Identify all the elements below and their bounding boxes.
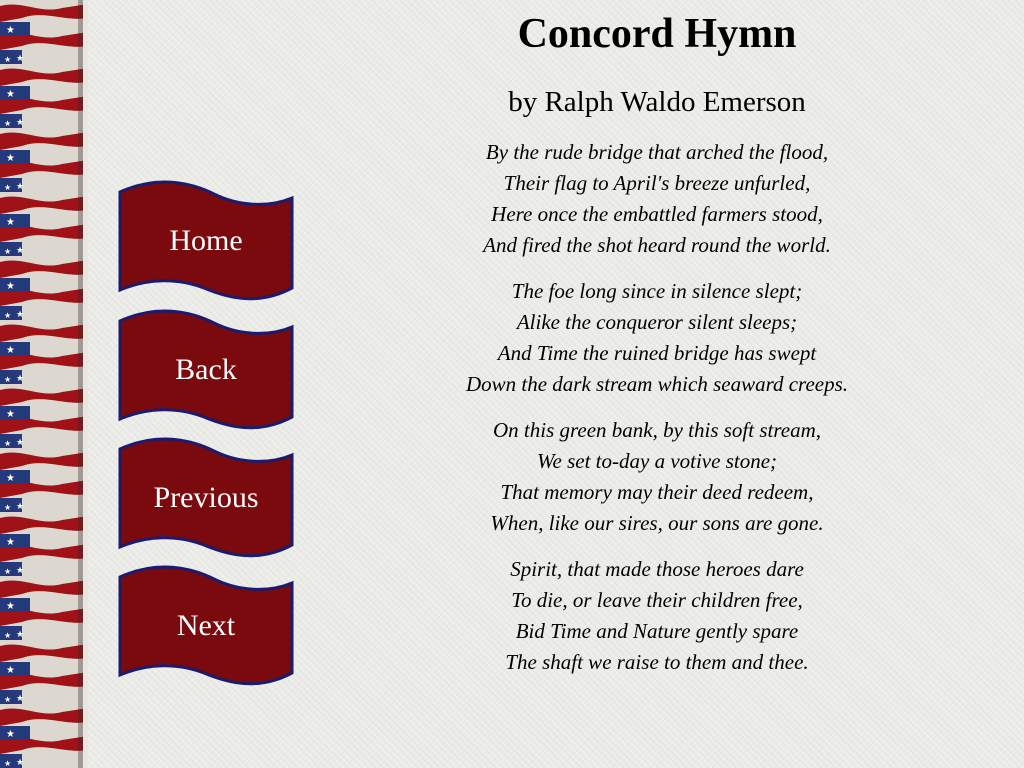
flag-border-decoration bbox=[0, 0, 88, 768]
poem-line: Down the dark stream which seaward creeps. bbox=[465, 372, 849, 396]
banner-shape bbox=[118, 565, 294, 687]
previous-label: Previous bbox=[153, 481, 259, 514]
poem-line: Bid Time and Nature gently spare bbox=[515, 619, 799, 643]
banner-shape bbox=[118, 180, 294, 302]
poem-line: Here once the embattled farmers stood, bbox=[491, 202, 823, 226]
poem-line: The foe long since in silence slept; bbox=[511, 279, 803, 303]
stanza bbox=[330, 415, 984, 539]
home-label: Home bbox=[169, 224, 243, 257]
poem-line: When, like our sires, our sons are gone. bbox=[490, 511, 824, 535]
poem-line: Spirit, that made those heroes dare bbox=[510, 557, 804, 581]
banner-shape bbox=[118, 437, 294, 559]
poem-body bbox=[330, 137, 984, 693]
back-label: Back bbox=[175, 353, 237, 386]
back-button[interactable] bbox=[118, 309, 294, 431]
stanza bbox=[330, 554, 984, 678]
stanza bbox=[330, 137, 984, 261]
poem-line: The shaft we raise to them and thee. bbox=[505, 650, 809, 674]
next-label: Next bbox=[176, 609, 236, 642]
previous-button[interactable] bbox=[118, 437, 294, 559]
poem-line: Their flag to April's breeze unfurled, bbox=[503, 171, 811, 195]
poem-line: And fired the shot heard round the world. bbox=[483, 233, 831, 257]
poem-line: And Time the ruined bridge has swept bbox=[497, 341, 817, 365]
poem-line: That memory may their deed redeem, bbox=[500, 480, 814, 504]
poem-line: Alike the conqueror silent sleeps; bbox=[516, 310, 798, 334]
poem-line: On this green bank, by this soft stream, bbox=[492, 418, 821, 442]
next-button[interactable] bbox=[118, 565, 294, 687]
poem-line: To die, or leave their children free, bbox=[511, 588, 803, 612]
poem-author: by Ralph Waldo Emerson bbox=[508, 86, 806, 118]
banner-shape bbox=[118, 309, 294, 431]
home-button[interactable] bbox=[118, 180, 294, 302]
stanza bbox=[330, 276, 984, 400]
poem-title: Concord Hymn bbox=[517, 11, 797, 57]
poem-line: We set to-day a votive stone; bbox=[536, 449, 778, 473]
poem-line: By the rude bridge that arched the flood, bbox=[485, 140, 829, 164]
